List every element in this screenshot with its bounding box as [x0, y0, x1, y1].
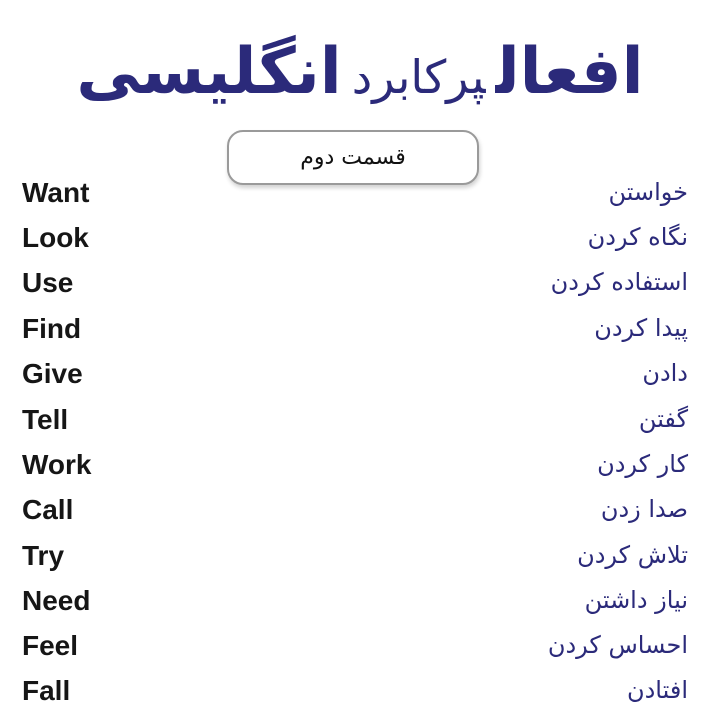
verb-english: Give — [22, 358, 83, 389]
verb-translation: پیدا کردن — [594, 314, 688, 342]
verb-row — [0, 215, 720, 260]
verb-translation: خواستن — [608, 178, 688, 206]
verb-translation: نگاه کردن — [587, 223, 688, 251]
verb-english: Work — [22, 449, 92, 480]
verb-row — [0, 668, 720, 713]
verb-translation: نیاز داشتن — [584, 586, 688, 614]
title-word-common: پرکابرد — [351, 50, 486, 104]
verb-english: Fall — [22, 675, 71, 706]
verb-english: Feel — [22, 630, 79, 661]
verb-row — [0, 260, 720, 305]
verb-row — [0, 578, 720, 623]
title-word-english: انگلیسی — [76, 35, 342, 109]
verb-translation: استفاده کردن — [550, 268, 688, 296]
verb-english: Need — [22, 585, 91, 616]
verb-row — [0, 397, 720, 442]
verb-english: Tell — [22, 404, 69, 435]
verb-translation: افتادن — [626, 676, 688, 704]
verb-row — [0, 533, 720, 578]
verb-translation: احساس کردن — [547, 631, 688, 659]
verb-translation: دادن — [642, 359, 688, 387]
part-badge-label: قسمت دوم — [300, 145, 406, 170]
verb-translation: تلاش کردن — [577, 541, 688, 569]
verb-english: Try — [22, 540, 65, 571]
verb-row — [0, 442, 720, 487]
verb-english: Use — [22, 267, 74, 298]
title-word-verbs: افعال — [495, 35, 644, 109]
verb-row — [0, 170, 720, 215]
verb-row — [0, 351, 720, 396]
page-title — [0, 22, 720, 122]
verb-translation: صدا زدن — [600, 495, 688, 523]
verb-translation: گفتن — [638, 405, 688, 433]
verb-english: Find — [22, 313, 82, 344]
verb-row — [0, 306, 720, 351]
verb-english: Look — [22, 222, 89, 253]
verb-row — [0, 623, 720, 668]
verb-english: Call — [22, 494, 74, 525]
verb-translation: کار کردن — [597, 450, 688, 478]
verb-row — [0, 487, 720, 532]
verb-english: Want — [22, 177, 90, 208]
